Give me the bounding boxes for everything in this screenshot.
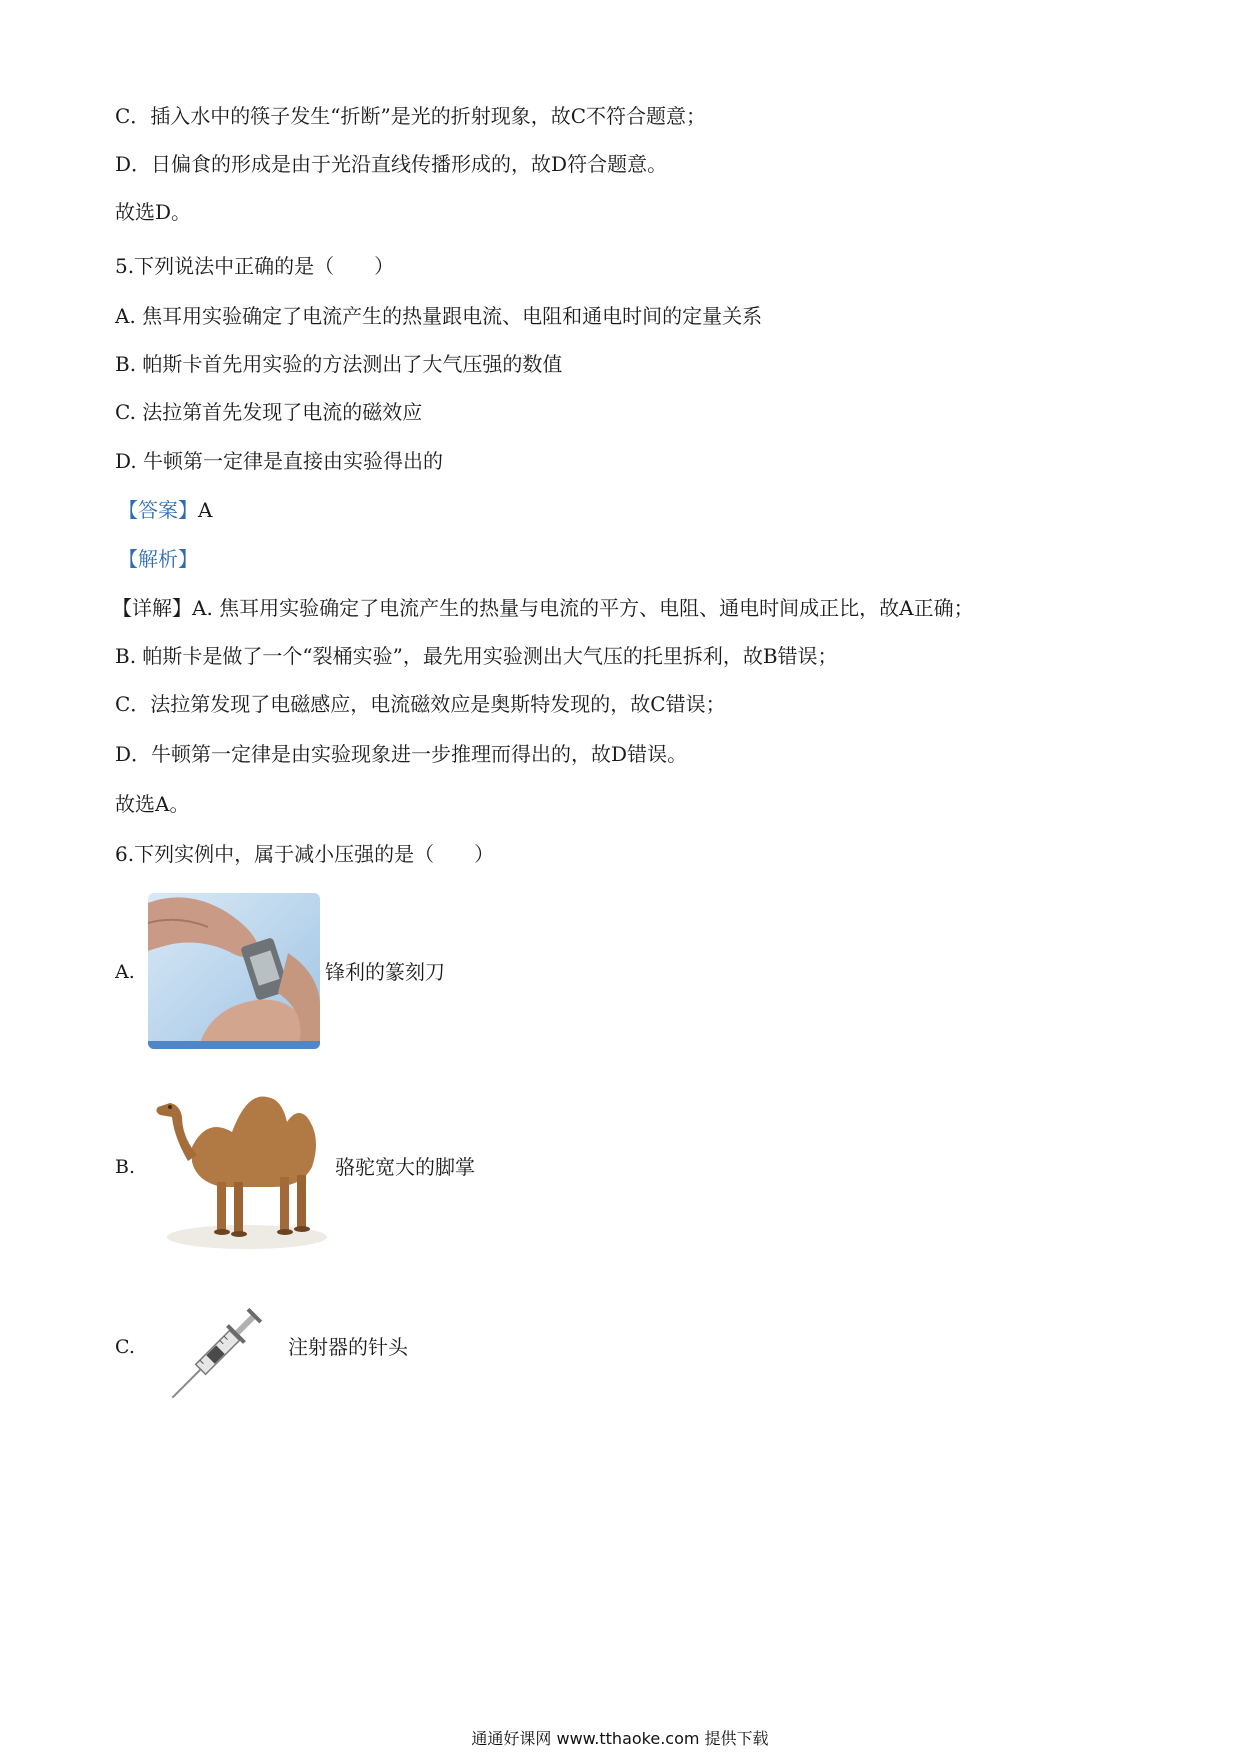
- q5-detail-d: D．牛顿第一定律是由实验现象进一步推理而得出的，故D错误。: [115, 742, 688, 766]
- q5-option-a: A. 焦耳用实验确定了电流产生的热量跟电流、电阻和通电时间的定量关系: [115, 304, 763, 328]
- carving-knife-photo: [148, 893, 320, 1049]
- page-footer: 通通好课网 www.tthaoke.com 提供下载: [471, 1729, 769, 1748]
- q5-analysis-tag: [118, 545, 198, 573]
- prev-option-d-explanation: D．日偏食的形成是由于光沿直线传播形成的，故D符合题意。: [115, 152, 668, 176]
- q5-option-d: D. 牛顿第一定律是直接由实验得出的: [115, 449, 444, 473]
- q5-option-c: C. 法拉第首先发现了电流的磁效应: [115, 400, 423, 424]
- prev-conclusion: 故选D。: [115, 200, 192, 224]
- q5-answer: [118, 496, 212, 524]
- q6-option-c-caption: 注射器的针头: [288, 1335, 408, 1359]
- q6-option-b-caption: 骆驼宽大的脚掌: [335, 1155, 475, 1179]
- q6-stem: 6.下列实例中，属于减小压强的是（ ）: [115, 842, 495, 866]
- camel-photo: [152, 1077, 330, 1252]
- q5-conclusion: 故选A。: [115, 792, 190, 816]
- answer-value: A: [198, 498, 213, 522]
- q6-option-a-caption: 锋利的篆刻刀: [325, 960, 445, 984]
- q6-option-a-letter: A.: [115, 961, 135, 983]
- answer-tag: 【答案】: [118, 498, 198, 522]
- q5-detail-a: 【详解】A. 焦耳用实验确定了电流产生的热量与电流的平方、电阻、通电时间成正比，故A正确；: [112, 596, 974, 620]
- q5-stem: 5.下列说法中正确的是（ ）: [115, 254, 395, 278]
- q5-option-b: B. 帕斯卡首先用实验的方法测出了大气压强的数值: [115, 352, 563, 376]
- q6-option-c-letter: C.: [115, 1336, 135, 1358]
- q6-option-b-letter: B.: [115, 1156, 136, 1178]
- prev-option-c-explanation: C．插入水中的筷子发生“折断”是光的折射现象，故C不符合题意；: [115, 104, 707, 128]
- q5-detail-c: C．法拉第发现了电磁感应，电流磁效应是奥斯特发现的，故C错误；: [115, 692, 726, 716]
- q5-detail-b: B. 帕斯卡是做了一个“裂桶实验”，最先用实验测出大气压的托里拆利，故B错误；: [115, 644, 838, 668]
- syringe-photo: [163, 1295, 275, 1407]
- analysis-tag: 【解析】: [118, 547, 198, 571]
